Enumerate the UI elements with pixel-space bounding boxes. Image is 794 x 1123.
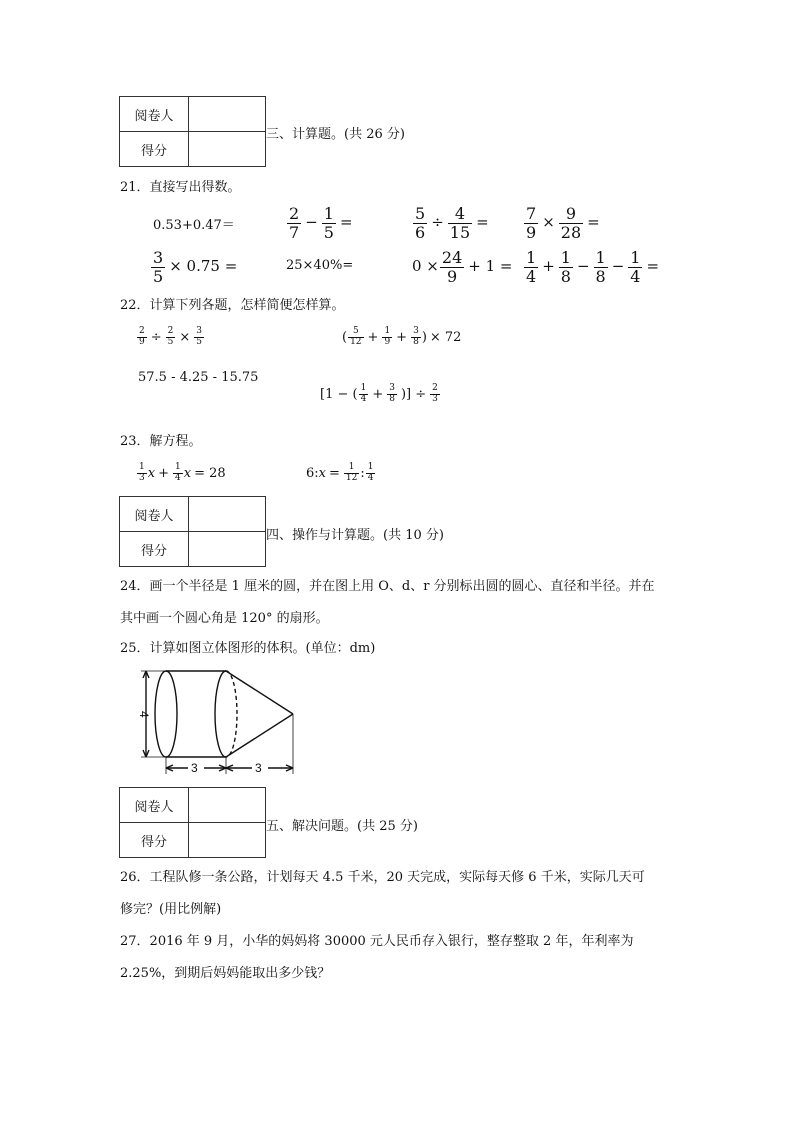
q21-expr-5: $\frac{3}{5}$ × 0.75 = <box>153 248 238 286</box>
q24-line2: 其中画一个圆心角是 120° 的扇形。 <box>120 611 329 626</box>
q22-expr-1: $\frac{2}{9}$ ÷ $\frac{2}{5}$ × $\frac{3}{5}$ <box>139 326 203 347</box>
height-label: 4 <box>137 711 151 718</box>
score-cell[interactable] <box>189 132 266 167</box>
q21-text: 21．直接写出得数。 <box>120 180 241 195</box>
q23-text: 23．解方程。 <box>120 434 202 449</box>
score-table-1 <box>119 96 266 167</box>
q21-expr-4: $\frac{7}{9}$ × $\frac{9}{28}$ = <box>526 204 600 242</box>
reviewer-label: 阅卷人 <box>120 97 189 132</box>
cylinder-length-label: 3 <box>191 761 198 775</box>
solid-figure <box>128 662 308 780</box>
section3-title: 三、计算题。(共 26 分) <box>266 127 405 142</box>
q26-line2: 修完？(用比例解) <box>120 902 222 917</box>
q27-line2: 2.25%，到期后妈妈能取出多少钱？ <box>120 966 331 981</box>
reviewer-cell[interactable] <box>189 788 266 823</box>
q21-expr-8: $\frac{1}{4}$ + $\frac{1}{8}$ − $\frac{1}{8}$ − $\frac{1}{4}$ = <box>526 248 660 286</box>
reviewer-cell[interactable] <box>189 497 266 532</box>
q21-expr-6: 25×40%= <box>286 258 354 273</box>
score-table-3 <box>119 787 266 858</box>
q22-expr-3: 57.5 - 4.25 - 15.75 <box>138 370 259 385</box>
q22-expr-4: [1 − ( $\frac{1}{4}$ + $\frac{3}{8}$ )] ÷ $\frac{2}{3}$ <box>320 383 438 404</box>
q27-line1: 27．2016 年 9 月，小华的妈妈将 30000 元人民币存入银行，整存整取 2 年，年利率为 <box>120 934 634 949</box>
q22-expr-2: ( $\frac{5}{12}$ + $\frac{1}{9}$ + $\frac{3}{8}$ ) × 72 <box>342 326 462 347</box>
section5-title: 五、解决问题。(共 25 分) <box>266 819 418 834</box>
cone-length-label: 3 <box>255 761 262 775</box>
score-label: 得分 <box>120 823 189 858</box>
q23-expr-1: $\frac{1}{3}$ x + $\frac{1}{4}$ x = 28 <box>139 462 226 483</box>
score-cell[interactable] <box>189 823 266 858</box>
reviewer-label: 阅卷人 <box>120 788 189 823</box>
reviewer-cell[interactable] <box>189 97 266 132</box>
score-label: 得分 <box>120 532 189 567</box>
q22-text: 22．计算下列各题，怎样简便怎样算。 <box>120 298 345 313</box>
q24-line1: 24．画一个半径是 1 厘米的圆，并在图上用 O、d、r 分别标出圆的圆心、直径和半径。并在 <box>120 579 655 594</box>
q21-expr-7: 0 × $\frac{24}{9}$ + 1 = <box>412 248 513 286</box>
q23-expr-2: 6:x = $\frac{1}{12}$ : $\frac{1}{4}$ <box>306 462 374 483</box>
score-label: 得分 <box>120 132 189 167</box>
score-table-2 <box>119 496 266 567</box>
q21-expr-2: $\frac{2}{7}$ − $\frac{1}{5}$ = <box>289 204 353 242</box>
reviewer-label: 阅卷人 <box>120 497 189 532</box>
q26-line1: 26．工程队修一条公路，计划每天 4.5 千米，20 天完成，实际每天修 6 千米，实际几天可 <box>120 870 645 885</box>
score-cell[interactable] <box>189 532 266 567</box>
section4-title: 四、操作与计算题。(共 10 分) <box>266 528 444 543</box>
q25-text: 25．计算如图立体图形的体积。(单位：dm) <box>120 641 376 656</box>
q21-expr-3: $\frac{5}{6}$ ÷ $\frac{4}{15}$ = <box>415 204 489 242</box>
q21-expr-1: 0.53+0.47＝ <box>153 218 235 233</box>
